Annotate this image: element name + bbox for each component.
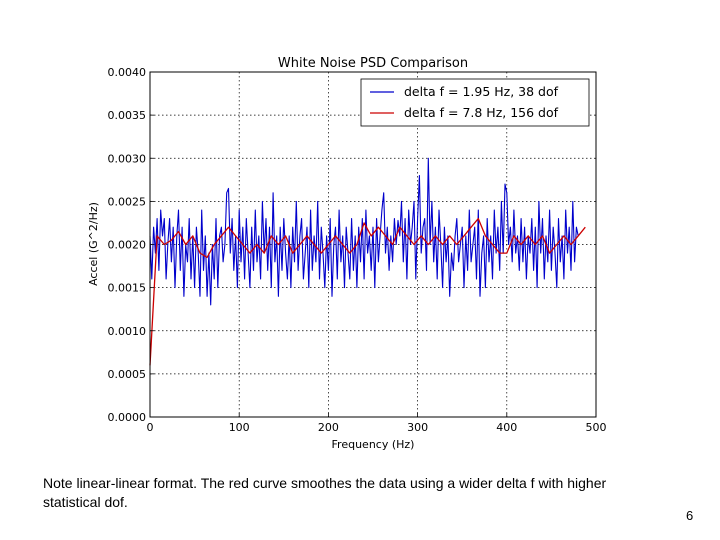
y-tick-label: 0.0015 [107,281,146,295]
y-tick-label: 0.0000 [107,411,146,424]
x-axis-label: Frequency (Hz) [331,438,415,451]
legend-label-red: delta f = 7.8 Hz, 156 dof [404,105,559,120]
y-tick-label: 0.0020 [107,238,146,252]
chart-title: White Noise PSD Comparison [277,56,469,71]
x-tick-label: 500 [585,421,607,434]
y-tick-label: 0.0025 [107,195,146,209]
y-tick-label: 0.0010 [107,324,146,338]
y-tick-label: 0.0030 [107,152,146,166]
slide-note: Note linear-linear format. The red curve smoothes the data using a wider delta f with higher statistical dof. [43,475,607,510]
page-number: 6 [686,508,694,523]
y-tick-label: 0.0040 [107,66,146,79]
legend-label-blue: delta f = 1.95 Hz, 38 dof [404,84,559,99]
y-axis-label: Accel (G^2/Hz) [87,202,100,286]
x-tick-label: 0 [146,421,154,434]
y-tick-label: 0.0005 [107,367,146,381]
x-tick-label: 200 [317,421,339,434]
x-tick-label: 300 [407,421,429,434]
y-tick-label: 0.0035 [107,109,146,123]
x-tick-label: 400 [496,421,518,434]
legend [361,79,589,126]
x-tick-label: 100 [228,421,250,434]
